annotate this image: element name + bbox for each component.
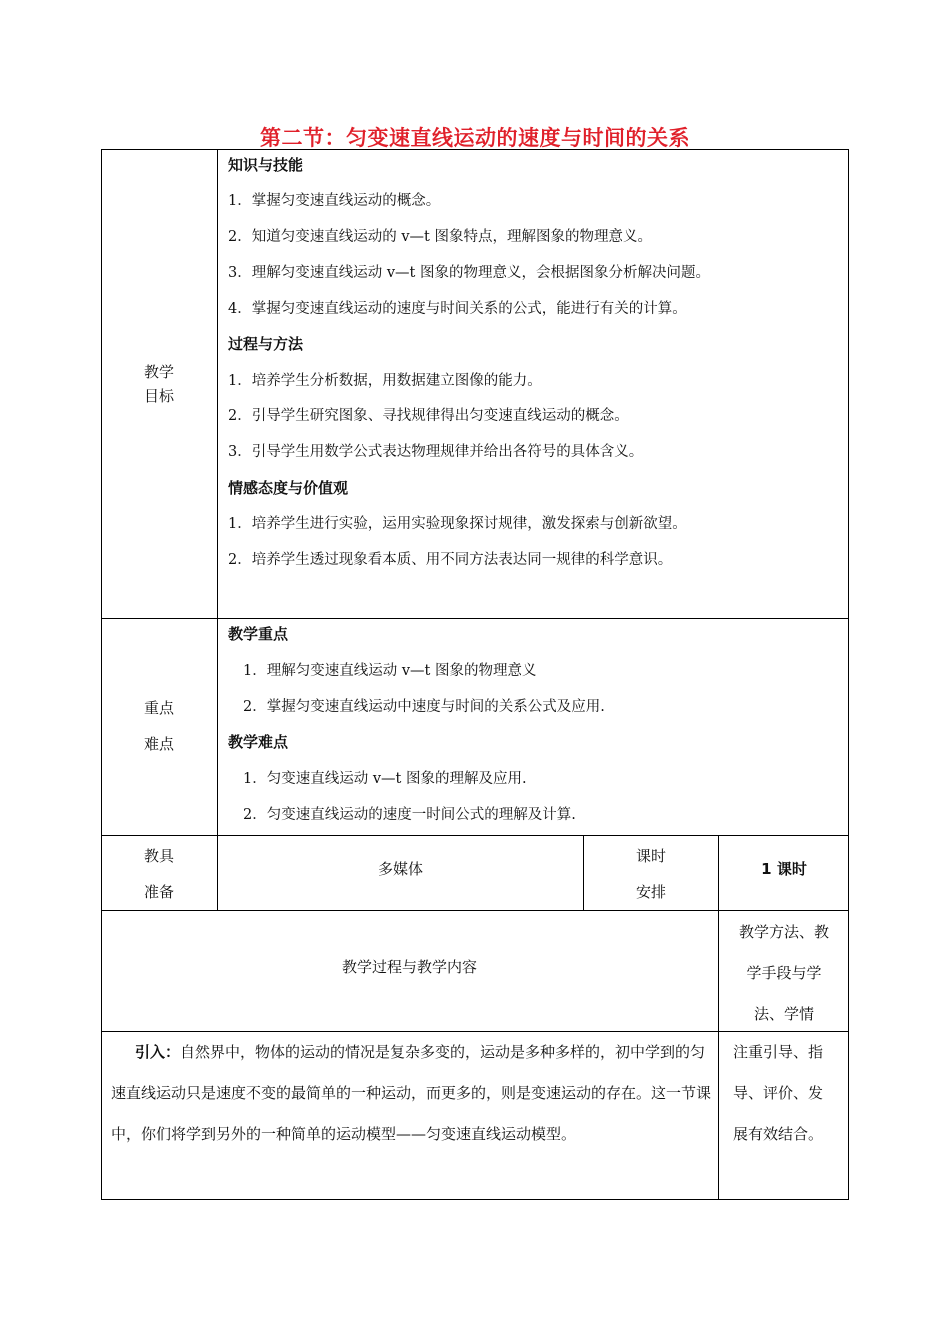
- section-heading-difficult: 教学难点: [228, 733, 289, 751]
- class-time-value: 1 课时: [761, 860, 807, 878]
- methods-header: [719, 912, 849, 1035]
- section-heading-attitude: 情感态度与价值观: [228, 479, 349, 497]
- objectives-label-line1: 教学: [143, 363, 174, 381]
- class-time-label-line1: 课时: [635, 847, 666, 865]
- section-heading-key: 教学重点: [228, 625, 289, 643]
- intro-paragraph: [111, 1032, 711, 1155]
- methods-header-line1: 教学方法、教: [738, 923, 829, 941]
- section-heading-process: 过程与方法: [228, 335, 304, 353]
- row-divider: [101, 910, 849, 911]
- intro-note-line1: 注重引导、指: [733, 1043, 824, 1061]
- process-content-header: 教学过程与教学内容: [341, 958, 477, 976]
- row-divider: [101, 835, 849, 836]
- objective-item: 2．知道匀变速直线运动的 v—t 图象特点，理解图象的物理意义。: [228, 229, 652, 245]
- keypoint-item: 2．掌握匀变速直线运动中速度与时间的关系公式及应用.: [243, 699, 605, 715]
- keypoints-label-line2: 难点: [143, 735, 174, 753]
- intro-lead: 引入：: [135, 1043, 181, 1061]
- objective-item: 2．引导学生研究图象、寻找规律得出匀变速直线运动的概念。: [228, 408, 629, 424]
- intro-note-line2: 导、评价、发: [733, 1084, 824, 1102]
- objective-item: 3．引导学生用数学公式表达物理规律并给出各符号的具体含义。: [228, 444, 644, 460]
- class-time-label: [584, 838, 718, 910]
- methods-header-line2: 学手段与学: [746, 964, 822, 982]
- objective-item: 4．掌握匀变速直线运动的速度与时间关系的公式，能进行有关的计算。: [228, 301, 687, 317]
- column-divider: [217, 149, 218, 911]
- keypoints-label-line1: 重点: [143, 699, 174, 717]
- equipment-label-line2: 准备: [143, 883, 174, 901]
- objective-item: 1．掌握匀变速直线运动的概念。: [228, 193, 441, 209]
- objective-item: 1．培养学生进行实验，运用实验现象探讨规律，激发探索与创新欲望。: [228, 516, 687, 532]
- intro-note-line3: 展有效结合。: [733, 1125, 824, 1143]
- objectives-label: [101, 360, 217, 408]
- class-time-label-line2: 安排: [635, 883, 666, 901]
- objective-item: 1．培养学生分析数据，用数据建立图像的能力。: [228, 373, 542, 389]
- intro-text: 自然界中，物体的运动的情况是复杂多变的，运动是多种多样的，初中学到的匀速直线运动只是速度不变的最简单的一种运动，而更多的，则是变速运动的存在。这一节课中，你们将学到另外的一种简单的运动模型——匀变速直线运动模型。: [111, 1043, 712, 1143]
- keypoint-item: 1．匀变速直线运动 v—t 图象的理解及应用.: [243, 771, 527, 787]
- keypoint-item: 2．匀变速直线运动的速度一时间公式的理解及计算.: [243, 807, 576, 823]
- equipment-label: [101, 838, 217, 910]
- equipment-label-line1: 教具: [143, 847, 174, 865]
- keypoints-label: [101, 690, 217, 762]
- objective-item: 3．理解匀变速直线运动 v—t 图象的物理意义，会根据图象分析解决问题。: [228, 265, 710, 281]
- keypoint-item: 1．理解匀变速直线运动 v—t 图象的物理意义: [243, 663, 537, 679]
- row-divider: [101, 618, 849, 619]
- section-heading-knowledge: 知识与技能: [228, 156, 304, 174]
- intro-note: [733, 1032, 845, 1155]
- page-title: 第二节：匀变速直线运动的速度与时间的关系: [260, 126, 690, 150]
- objectives-label-line2: 目标: [143, 387, 174, 405]
- methods-header-line3: 法、学情: [753, 1005, 814, 1023]
- equipment-value: 多媒体: [377, 860, 423, 878]
- objective-item: 2．培养学生透过现象看本质、用不同方法表达同一规律的科学意识。: [228, 552, 673, 568]
